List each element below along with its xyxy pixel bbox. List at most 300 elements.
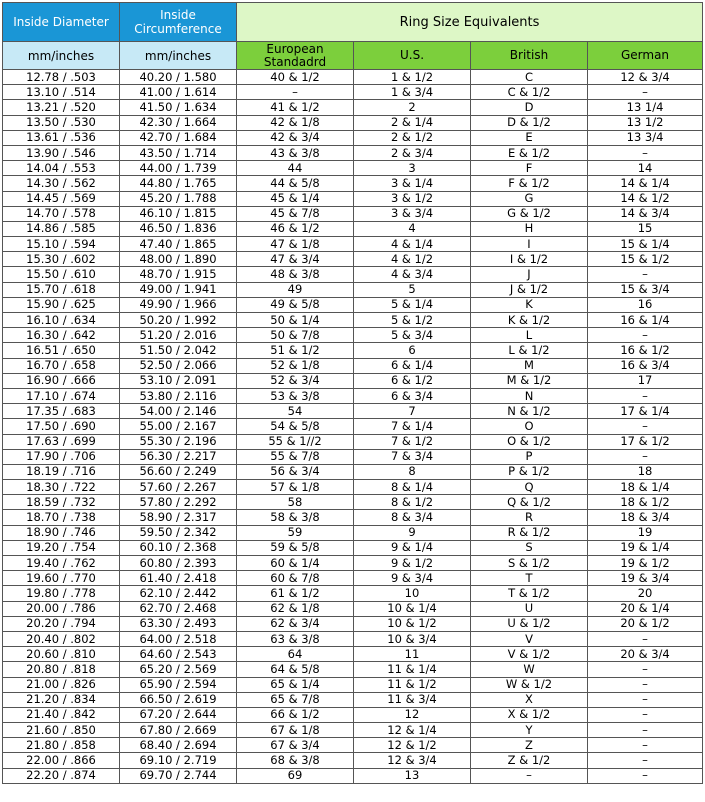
cell-us: 8 & 1/2 [354, 495, 471, 510]
cell-german: 19 & 3/4 [588, 571, 703, 586]
table-row [3, 267, 703, 282]
cell-british: R [471, 510, 588, 525]
cell-european: 45 & 7/8 [237, 206, 354, 221]
cell-german: – [588, 753, 703, 768]
cell-european: 42 & 3/4 [237, 130, 354, 145]
cell-circumference: 40.20 / 1.580 [120, 70, 237, 85]
cell-german: – [588, 419, 703, 434]
cell-circumference: 52.50 / 2.066 [120, 358, 237, 373]
cell-european: 49 [237, 282, 354, 297]
table-row [3, 145, 703, 160]
cell-european: 55 & 7/8 [237, 449, 354, 464]
cell-european: 44 & 5/8 [237, 176, 354, 191]
cell-british: N & 1/2 [471, 404, 588, 419]
table-body [3, 70, 703, 784]
table-row [3, 449, 703, 464]
cell-diameter: 15.10 / .594 [3, 237, 120, 252]
cell-circumference: 66.50 / 2.619 [120, 692, 237, 707]
cell-british: J & 1/2 [471, 282, 588, 297]
table-row [3, 707, 703, 722]
cell-diameter: 18.59 / .732 [3, 495, 120, 510]
cell-british: R & 1/2 [471, 525, 588, 540]
table-row [3, 510, 703, 525]
cell-circumference: 67.20 / 2.644 [120, 707, 237, 722]
cell-us: 5 [354, 282, 471, 297]
cell-diameter: 16.10 / .634 [3, 313, 120, 328]
cell-us: 9 & 3/4 [354, 571, 471, 586]
cell-circumference: 48.00 / 1.890 [120, 252, 237, 267]
cell-circumference: 68.40 / 2.694 [120, 738, 237, 753]
cell-circumference: 51.20 / 2.016 [120, 328, 237, 343]
cell-diameter: 21.00 / .826 [3, 677, 120, 692]
header-inside-circumference-line1: Inside [160, 8, 196, 22]
cell-us: 7 & 3/4 [354, 449, 471, 464]
cell-german: – [588, 707, 703, 722]
cell-european: 62 & 3/4 [237, 616, 354, 631]
cell-us: 3 & 3/4 [354, 206, 471, 221]
table-row [3, 297, 703, 312]
cell-diameter: 21.40 / .842 [3, 707, 120, 722]
header-inside-circumference-line2: Circumference [134, 22, 222, 36]
cell-european: 47 & 3/4 [237, 252, 354, 267]
table-row [3, 692, 703, 707]
cell-german: 17 [588, 373, 703, 388]
cell-european: 64 & 5/8 [237, 662, 354, 677]
cell-german: – [588, 145, 703, 160]
cell-german: – [588, 85, 703, 100]
table-row [3, 206, 703, 221]
cell-us: 6 [354, 343, 471, 358]
cell-british: Q [471, 480, 588, 495]
cell-us: 6 & 1/2 [354, 373, 471, 388]
table-row [3, 419, 703, 434]
cell-diameter: 15.70 / .618 [3, 282, 120, 297]
table-row [3, 616, 703, 631]
cell-british: W & 1/2 [471, 677, 588, 692]
table-row [3, 753, 703, 768]
cell-circumference: 65.90 / 2.594 [120, 677, 237, 692]
table-row [3, 358, 703, 373]
cell-us: 7 & 1/2 [354, 434, 471, 449]
cell-german: 17 & 1/4 [588, 404, 703, 419]
cell-us: 2 & 1/4 [354, 115, 471, 130]
cell-german: 20 & 1/2 [588, 616, 703, 631]
cell-circumference: 67.80 / 2.669 [120, 723, 237, 738]
cell-diameter: 21.80 / .858 [3, 738, 120, 753]
cell-european: 45 & 1/4 [237, 191, 354, 206]
table-row [3, 464, 703, 479]
cell-diameter: 16.70 / .658 [3, 358, 120, 373]
cell-us: 5 & 1/2 [354, 313, 471, 328]
cell-german: 17 & 1/2 [588, 434, 703, 449]
cell-german: 18 & 1/4 [588, 480, 703, 495]
cell-european: 47 & 1/8 [237, 237, 354, 252]
cell-diameter: 13.90 / .546 [3, 145, 120, 160]
cell-circumference: 60.10 / 2.368 [120, 540, 237, 555]
cell-us: 13 [354, 768, 471, 783]
table-row [3, 100, 703, 115]
cell-us: 6 & 3/4 [354, 388, 471, 403]
cell-european: 57 & 1/8 [237, 480, 354, 495]
cell-circumference: 59.50 / 2.342 [120, 525, 237, 540]
cell-diameter: 13.21 / .520 [3, 100, 120, 115]
cell-german: 16 & 1/4 [588, 313, 703, 328]
cell-diameter: 13.61 / .536 [3, 130, 120, 145]
cell-british: X & 1/2 [471, 707, 588, 722]
cell-circumference: 41.00 / 1.614 [120, 85, 237, 100]
cell-european: 66 & 1/2 [237, 707, 354, 722]
cell-british: U [471, 601, 588, 616]
cell-us: 3 [354, 161, 471, 176]
cell-us: 7 [354, 404, 471, 419]
cell-circumference: 51.50 / 2.042 [120, 343, 237, 358]
cell-british: V & 1/2 [471, 647, 588, 662]
cell-circumference: 50.20 / 1.992 [120, 313, 237, 328]
cell-circumference: 61.40 / 2.418 [120, 571, 237, 586]
cell-diameter: 17.50 / .690 [3, 419, 120, 434]
cell-british: D [471, 100, 588, 115]
cell-circumference: 56.30 / 2.217 [120, 449, 237, 464]
table-row [3, 662, 703, 677]
cell-european: 50 & 7/8 [237, 328, 354, 343]
cell-diameter: 20.80 / .818 [3, 662, 120, 677]
cell-diameter: 18.70 / .738 [3, 510, 120, 525]
cell-european: 46 & 1/2 [237, 221, 354, 236]
table-row [3, 130, 703, 145]
cell-british: L & 1/2 [471, 343, 588, 358]
cell-german: 20 & 1/4 [588, 601, 703, 616]
table-row [3, 556, 703, 571]
cell-german: 16 & 3/4 [588, 358, 703, 373]
cell-us: 5 & 3/4 [354, 328, 471, 343]
cell-circumference: 44.80 / 1.765 [120, 176, 237, 191]
cell-circumference: 57.80 / 2.292 [120, 495, 237, 510]
cell-german: 19 [588, 525, 703, 540]
cell-circumference: 63.30 / 2.493 [120, 616, 237, 631]
header-inside-diameter: Inside Diameter [3, 3, 120, 42]
cell-british: D & 1/2 [471, 115, 588, 130]
ring-size-table [2, 2, 703, 784]
header-german: German [588, 42, 703, 70]
cell-german: – [588, 723, 703, 738]
cell-us: 4 & 1/2 [354, 252, 471, 267]
cell-circumference: 41.50 / 1.634 [120, 100, 237, 115]
cell-circumference: 54.00 / 2.146 [120, 404, 237, 419]
cell-british: S & 1/2 [471, 556, 588, 571]
cell-circumference: 43.50 / 1.714 [120, 145, 237, 160]
cell-diameter: 14.04 / .553 [3, 161, 120, 176]
table-row [3, 434, 703, 449]
cell-european: 58 [237, 495, 354, 510]
cell-german: 13 1/4 [588, 100, 703, 115]
cell-german: – [588, 631, 703, 646]
cell-diameter: 14.86 / .585 [3, 221, 120, 236]
cell-us: 12 & 3/4 [354, 753, 471, 768]
cell-british: M & 1/2 [471, 373, 588, 388]
cell-british: Z [471, 738, 588, 753]
cell-diameter: 19.80 / .778 [3, 586, 120, 601]
cell-circumference: 53.80 / 2.116 [120, 388, 237, 403]
cell-german: – [588, 692, 703, 707]
cell-diameter: 20.60 / .810 [3, 647, 120, 662]
table-row [3, 115, 703, 130]
header-unit-circumference: mm/inches [120, 42, 237, 70]
table-row [3, 480, 703, 495]
cell-circumference: 60.80 / 2.393 [120, 556, 237, 571]
table-row [3, 571, 703, 586]
cell-british: G & 1/2 [471, 206, 588, 221]
cell-diameter: 18.30 / .722 [3, 480, 120, 495]
cell-circumference: 48.70 / 1.915 [120, 267, 237, 282]
cell-circumference: 57.60 / 2.267 [120, 480, 237, 495]
table-row [3, 343, 703, 358]
cell-european: 64 [237, 647, 354, 662]
cell-circumference: 64.60 / 2.543 [120, 647, 237, 662]
cell-british: L [471, 328, 588, 343]
table-row [3, 601, 703, 616]
cell-diameter: 19.60 / .770 [3, 571, 120, 586]
cell-circumference: 46.10 / 1.815 [120, 206, 237, 221]
header-british: British [471, 42, 588, 70]
table-row [3, 631, 703, 646]
table-row [3, 738, 703, 753]
cell-circumference: 55.30 / 2.196 [120, 434, 237, 449]
table-row [3, 586, 703, 601]
cell-german: 14 [588, 161, 703, 176]
table-row [3, 221, 703, 236]
table-row [3, 237, 703, 252]
cell-us: 2 & 1/2 [354, 130, 471, 145]
cell-us: 1 & 3/4 [354, 85, 471, 100]
cell-circumference: 42.70 / 1.684 [120, 130, 237, 145]
cell-us: 12 & 1/2 [354, 738, 471, 753]
cell-british: E & 1/2 [471, 145, 588, 160]
cell-circumference: 49.00 / 1.941 [120, 282, 237, 297]
cell-german: 20 & 3/4 [588, 647, 703, 662]
cell-circumference: 69.70 / 2.744 [120, 768, 237, 783]
header-ring-size-equivalents: Ring Size Equivalents [237, 3, 703, 42]
cell-german: 15 & 1/4 [588, 237, 703, 252]
table-row [3, 388, 703, 403]
cell-european: 59 & 5/8 [237, 540, 354, 555]
cell-british: T & 1/2 [471, 586, 588, 601]
table-row [3, 540, 703, 555]
cell-circumference: 69.10 / 2.719 [120, 753, 237, 768]
cell-us: 1 & 1/2 [354, 70, 471, 85]
cell-us: 10 & 1/2 [354, 616, 471, 631]
cell-german: 19 & 1/4 [588, 540, 703, 555]
table-row [3, 161, 703, 176]
cell-british: – [471, 768, 588, 783]
cell-european: 48 & 3/8 [237, 267, 354, 282]
cell-european: 56 & 3/4 [237, 464, 354, 479]
cell-german: 14 & 1/2 [588, 191, 703, 206]
table-row [3, 768, 703, 783]
cell-british: C [471, 70, 588, 85]
cell-diameter: 21.20 / .834 [3, 692, 120, 707]
cell-european: 67 & 1/8 [237, 723, 354, 738]
table-row [3, 176, 703, 191]
cell-diameter: 20.00 / .786 [3, 601, 120, 616]
cell-european: 67 & 3/4 [237, 738, 354, 753]
cell-diameter: 18.90 / .746 [3, 525, 120, 540]
cell-german: – [588, 267, 703, 282]
cell-german: – [588, 328, 703, 343]
cell-circumference: 62.10 / 2.442 [120, 586, 237, 601]
cell-european: 52 & 3/4 [237, 373, 354, 388]
cell-diameter: 16.90 / .666 [3, 373, 120, 388]
cell-european: 65 & 1/4 [237, 677, 354, 692]
cell-circumference: 42.30 / 1.664 [120, 115, 237, 130]
cell-circumference: 55.00 / 2.167 [120, 419, 237, 434]
cell-diameter: 16.30 / .642 [3, 328, 120, 343]
cell-european: 63 & 3/8 [237, 631, 354, 646]
cell-british: S [471, 540, 588, 555]
table-row [3, 313, 703, 328]
cell-us: 8 & 3/4 [354, 510, 471, 525]
cell-german: 18 & 3/4 [588, 510, 703, 525]
cell-european: 42 & 1/8 [237, 115, 354, 130]
cell-diameter: 13.50 / .530 [3, 115, 120, 130]
cell-us: 7 & 1/4 [354, 419, 471, 434]
cell-us: 11 & 3/4 [354, 692, 471, 707]
cell-us: 12 [354, 707, 471, 722]
table-row [3, 191, 703, 206]
cell-us: 9 & 1/4 [354, 540, 471, 555]
table-row [3, 282, 703, 297]
cell-german: – [588, 677, 703, 692]
cell-european: 53 & 3/8 [237, 388, 354, 403]
cell-us: 12 & 1/4 [354, 723, 471, 738]
cell-circumference: 62.70 / 2.468 [120, 601, 237, 616]
cell-diameter: 16.51 / .650 [3, 343, 120, 358]
cell-us: 8 [354, 464, 471, 479]
cell-german: 18 [588, 464, 703, 479]
table-row [3, 70, 703, 85]
cell-diameter: 22.00 / .866 [3, 753, 120, 768]
cell-european: 54 [237, 404, 354, 419]
cell-european: 60 & 7/8 [237, 571, 354, 586]
cell-german: 15 [588, 221, 703, 236]
cell-german: – [588, 388, 703, 403]
cell-diameter: 21.60 / .850 [3, 723, 120, 738]
cell-us: 2 [354, 100, 471, 115]
cell-german: 12 & 3/4 [588, 70, 703, 85]
cell-diameter: 17.35 / .683 [3, 404, 120, 419]
cell-european: 69 [237, 768, 354, 783]
cell-diameter: 12.78 / .503 [3, 70, 120, 85]
table-row [3, 525, 703, 540]
cell-british: C & 1/2 [471, 85, 588, 100]
cell-circumference: 64.00 / 2.518 [120, 631, 237, 646]
table-row [3, 252, 703, 267]
table-row [3, 723, 703, 738]
cell-british: Z & 1/2 [471, 753, 588, 768]
cell-european: 50 & 1/4 [237, 313, 354, 328]
cell-us: 4 & 1/4 [354, 237, 471, 252]
cell-circumference: 45.20 / 1.788 [120, 191, 237, 206]
cell-british: G [471, 191, 588, 206]
cell-british: N [471, 388, 588, 403]
cell-german: – [588, 662, 703, 677]
cell-british: F & 1/2 [471, 176, 588, 191]
cell-diameter: 19.40 / .762 [3, 556, 120, 571]
cell-circumference: 46.50 / 1.836 [120, 221, 237, 236]
cell-european: 68 & 3/8 [237, 753, 354, 768]
cell-diameter: 17.63 / .699 [3, 434, 120, 449]
cell-european: 58 & 3/8 [237, 510, 354, 525]
cell-german: 20 [588, 586, 703, 601]
cell-british: X [471, 692, 588, 707]
cell-european: 40 & 1/2 [237, 70, 354, 85]
cell-us: 9 & 1/2 [354, 556, 471, 571]
cell-european: 55 & 1//2 [237, 434, 354, 449]
cell-us: 10 [354, 586, 471, 601]
cell-us: 3 & 1/4 [354, 176, 471, 191]
cell-european: 44 [237, 161, 354, 176]
cell-british: O & 1/2 [471, 434, 588, 449]
cell-diameter: 19.20 / .754 [3, 540, 120, 555]
cell-diameter: 14.45 / .569 [3, 191, 120, 206]
cell-german: 19 & 1/2 [588, 556, 703, 571]
cell-us: 6 & 1/4 [354, 358, 471, 373]
cell-circumference: 56.60 / 2.249 [120, 464, 237, 479]
cell-us: 8 & 1/4 [354, 480, 471, 495]
cell-german: 16 & 1/2 [588, 343, 703, 358]
cell-german: 16 [588, 297, 703, 312]
cell-european: 60 & 1/4 [237, 556, 354, 571]
cell-european: – [237, 85, 354, 100]
cell-circumference: 58.90 / 2.317 [120, 510, 237, 525]
cell-british: V [471, 631, 588, 646]
cell-british: K & 1/2 [471, 313, 588, 328]
cell-diameter: 20.40 / .802 [3, 631, 120, 646]
cell-diameter: 15.90 / .625 [3, 297, 120, 312]
cell-british: T [471, 571, 588, 586]
cell-british: K [471, 297, 588, 312]
cell-european: 54 & 5/8 [237, 419, 354, 434]
cell-diameter: 18.19 / .716 [3, 464, 120, 479]
cell-us: 11 [354, 647, 471, 662]
cell-german: 14 & 1/4 [588, 176, 703, 191]
cell-diameter: 14.70 / .578 [3, 206, 120, 221]
cell-us: 10 & 3/4 [354, 631, 471, 646]
cell-european: 52 & 1/8 [237, 358, 354, 373]
cell-british: H [471, 221, 588, 236]
header-inside-circumference [120, 3, 237, 42]
cell-european: 41 & 1/2 [237, 100, 354, 115]
cell-circumference: 44.00 / 1.739 [120, 161, 237, 176]
cell-german: – [588, 449, 703, 464]
cell-diameter: 22.20 / .874 [3, 768, 120, 783]
cell-diameter: 15.50 / .610 [3, 267, 120, 282]
cell-diameter: 17.10 / .674 [3, 388, 120, 403]
table-row [3, 85, 703, 100]
cell-us: 4 & 3/4 [354, 267, 471, 282]
table-row [3, 647, 703, 662]
table-row [3, 328, 703, 343]
cell-british: J [471, 267, 588, 282]
cell-european: 49 & 5/8 [237, 297, 354, 312]
table-row [3, 404, 703, 419]
cell-german: 15 & 1/2 [588, 252, 703, 267]
cell-european: 65 & 7/8 [237, 692, 354, 707]
cell-circumference: 53.10 / 2.091 [120, 373, 237, 388]
header-european-line1: European [266, 41, 324, 56]
cell-diameter: 15.30 / .602 [3, 252, 120, 267]
cell-us: 9 [354, 525, 471, 540]
cell-british: Y [471, 723, 588, 738]
